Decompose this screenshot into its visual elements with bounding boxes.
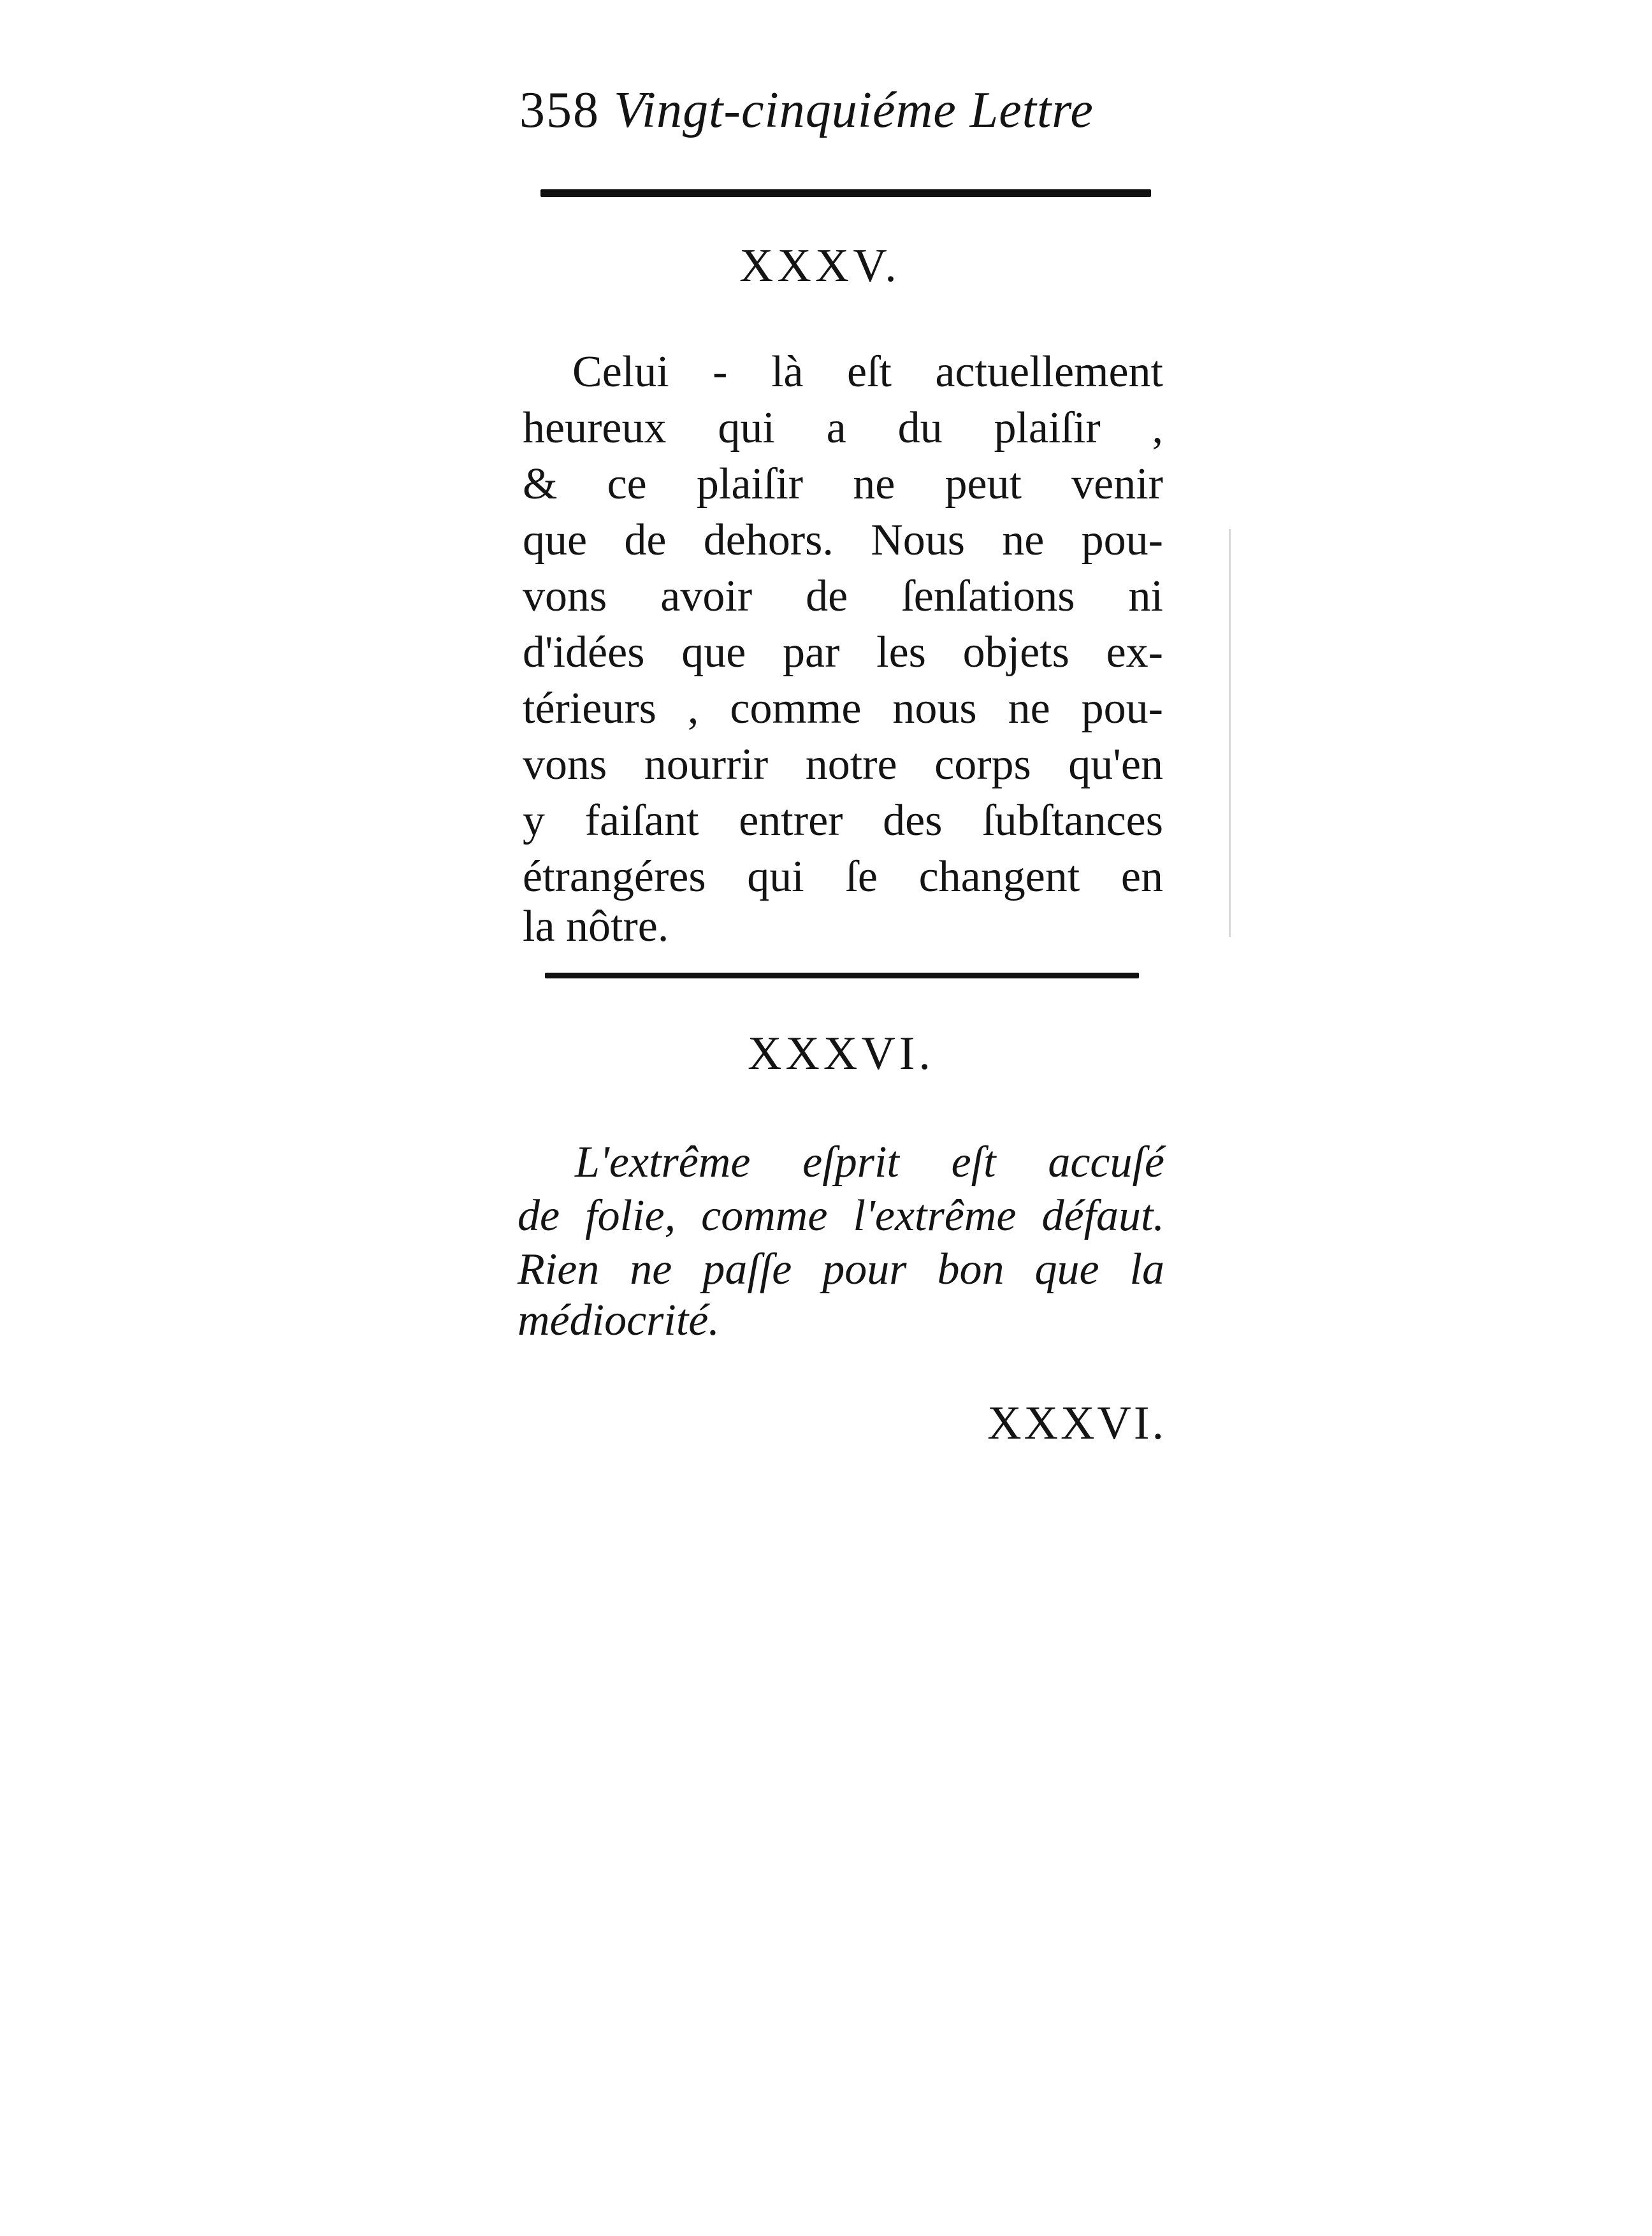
text-line: étrangéres qui ſe changent en [523,852,1163,901]
catchword: XXXVI. [987,1397,1166,1449]
italic-text-line: médiocrité. [518,1296,720,1345]
italic-text-line: de folie, comme l'extrême défaut. [518,1191,1164,1240]
text-line: la nôtre. [523,902,669,951]
top-rule [540,189,1151,197]
italic-text-line: Rien ne paſſe pour bon que la [518,1245,1164,1294]
section-heading-36: XXXVI. [748,1027,934,1080]
text-line: térieurs , comme nous ne pou- [523,684,1163,733]
text-line: vons nourrir notre corps qu'en [523,740,1163,789]
text-line: & ce plaiſir ne peut venir [523,460,1163,509]
text-line: que de dehors. Nous ne pou- [523,516,1163,565]
running-head [519,75,1157,145]
section-rule [545,973,1139,978]
gutter-shadow [1229,529,1231,937]
text-line: vons avoir de ſenſations ni [523,572,1163,621]
running-title: Vingt-cinquiéme Lettre [614,82,1094,138]
section-heading-35: XXXV. [739,240,901,292]
text-line: y faiſant entrer des ſubſtances [523,796,1163,845]
text-line: d'idées que par les objets ex- [523,628,1163,677]
page-number: 358 [519,82,600,138]
text-line: heureux qui a du plaiſir , [523,403,1163,453]
italic-text-line: L'extrême eſprit eſt accuſé [575,1138,1164,1187]
text-line: Celui - là eſt actuellement [572,347,1163,396]
